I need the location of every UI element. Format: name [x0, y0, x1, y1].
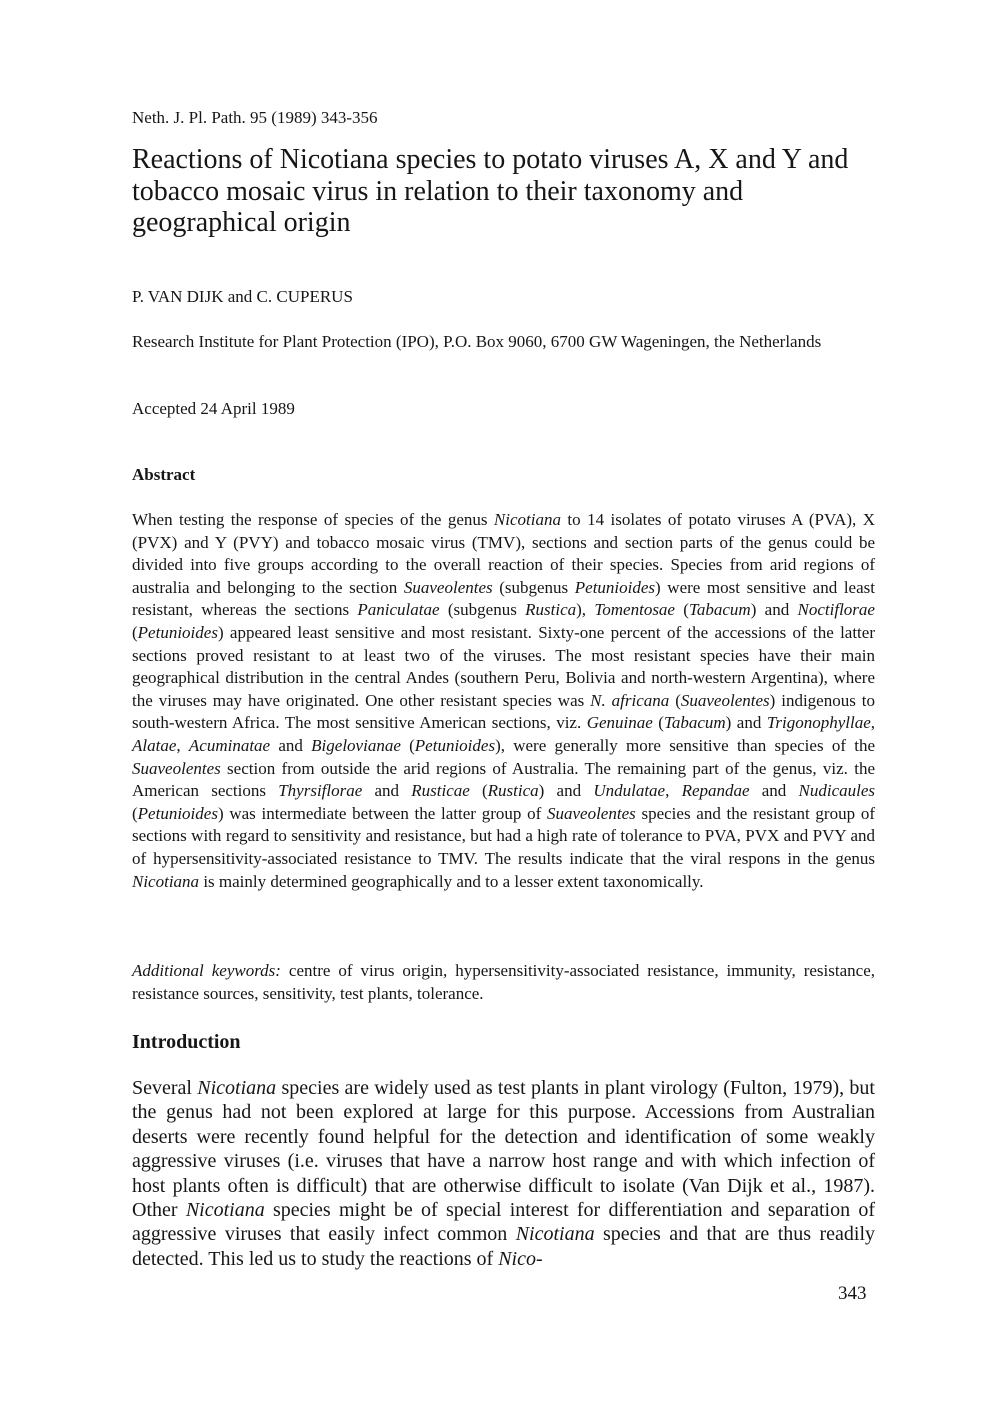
text-run: ) indigenous to south-western Africa. The most sensitive American sections, viz. [132, 690, 875, 733]
accepted-date: Accepted 24 April 1989 [132, 399, 295, 418]
italic-term: Nudicaules [798, 781, 876, 801]
italic-term: Nicotiana [185, 1199, 265, 1222]
author-affiliation: Research Institute for Plant Protection (IPO), P.O. Box 9060, 6700 GW Wageningen, the Netherlands [132, 332, 822, 351]
text-run: species and the resistant group of sections with regard to sensitivity and resistance, but had a high rate of tolerance to PVA, PVX and PVY and of hypersensitivity-associated resistance to TMV. The results indicate that the viral respons in the genus [132, 803, 875, 868]
text-run: ( [400, 735, 415, 755]
italic-term: Petunioides [414, 735, 496, 755]
italic-term: N. africana [590, 690, 670, 710]
italic-term: Suaveolentes [403, 577, 493, 597]
italic-term: Tabacum [663, 713, 726, 733]
text-run: When testing the response of species of the genus [132, 510, 494, 529]
text-run: ), [576, 600, 595, 620]
italic-term: Nicotiana [493, 510, 561, 529]
italic-term: Paniculatae [357, 600, 440, 620]
text-run: ) and [750, 600, 798, 620]
text-run: ) was intermediate between the latter group of [217, 803, 547, 823]
text-run: (subgenus [439, 600, 526, 620]
text-run: Several [132, 1077, 198, 1099]
keywords-text: centre of virus origin, hypersensitivity-associated resistance, immunity, resistance, resistance sources, sensitivity, test plants, tolerance. [132, 961, 875, 1003]
text-run: ( [469, 781, 488, 801]
italic-term: Acuminatae [188, 735, 271, 755]
italic-term: Genuinae [586, 713, 653, 733]
abstract-heading: Abstract [132, 465, 196, 484]
text-run: and [362, 781, 412, 801]
text-run: and [749, 781, 799, 801]
italic-term: Petunioides [574, 577, 656, 597]
introduction-heading: Introduction [132, 1031, 241, 1053]
introduction-body [132, 1076, 875, 1271]
italic-term: Thyrsiflorae [278, 781, 363, 801]
keywords-paragraph [132, 960, 875, 1005]
abstract-body [132, 509, 875, 893]
text-run: and [270, 735, 312, 755]
italic-term: Alatae [132, 735, 177, 755]
text-run: species and that are thus readily detected. This led us to study the reactions of [132, 1223, 875, 1270]
italic-term: Suaveolentes [546, 803, 636, 823]
text-run: species might be of special interest for differentiation and separation of aggressive viruses that easily infect common [132, 1199, 876, 1246]
italic-term: Noctiflorae [797, 600, 875, 620]
text-run: , [176, 735, 189, 755]
text-run: ) and [725, 713, 767, 733]
text-run: ( [132, 803, 138, 823]
page-number: 343 [838, 1283, 867, 1304]
italic-term: Nicotiana [515, 1223, 595, 1246]
italic-term: Petunioides [137, 803, 218, 823]
journal-reference: Neth. J. Pl. Path. 95 (1989) 343-356 [132, 108, 378, 127]
italic-term: Bigelovianae [311, 735, 401, 755]
author-list: P. VAN DIJK and C. CUPERUS [132, 287, 353, 306]
italic-term: Trigonophyllae [766, 713, 871, 733]
italic-term: Rusticae [411, 781, 470, 801]
text-run: ) appeared least sensitive and most resistant. Sixty-one percent of the accessions of the latter sections proved resistant to at least two of the viruses. The most resistant species have their main geographical distribution in the central Andes (southern Peru, Bolivia and north-western Argentina), where the viruses may have originated. One other resistant species was [132, 622, 875, 710]
italic-term: Suaveolentes [680, 690, 770, 710]
italic-term: Rustica [487, 781, 539, 801]
text-run: ( [674, 600, 689, 620]
text-run: to 14 isolates of potato viruses A (PVA), X (PVX) and Y (PVY) and tobacco mosaic virus (TMV), sections and section parts of the genus could be divided into five groups according to the overall reaction of their species. Species from arid regions of australia and belonging to the section [132, 510, 875, 597]
text-run: species are widely used as test plants in plant virology (Fulton, 1979), but the genus had not been explored at large for this purpose. Accessions from Australian deserts were recently found helpful for the detection and identification of some weakly aggressive viruses (i.e. viruses that have a narrow host range and with which infection of host plants often is difficult) that are otherwise difficult to isolate (Van Dijk et al., 1987). Other [132, 1077, 875, 1222]
text-run: (subgenus [492, 577, 575, 597]
text-run: ) were most sensitive and least resistant, whereas the sections [132, 577, 875, 620]
text-run: ( [132, 622, 138, 642]
text-run: section from outside the arid regions of Australia. The remaining part of the genus, viz. the American sections [132, 758, 875, 801]
italic-term: Tomentosae [594, 600, 675, 620]
text-run: is mainly determined geographically and to a lesser extent taxonomically. [199, 871, 704, 891]
italic-term: Repandae [681, 781, 750, 801]
text-run: , [665, 781, 682, 801]
keywords-label: Additional keywords: [132, 961, 281, 980]
italic-term: Petunioides [137, 622, 218, 642]
italic-term: Undulatae [593, 781, 666, 801]
italic-term: Tabacum [688, 600, 751, 620]
text-run: ( [652, 713, 664, 733]
italic-term: Nicotiana [197, 1077, 277, 1099]
italic-term: Rustica [525, 600, 577, 620]
italic-term: Suaveolentes [132, 758, 221, 778]
text-run: ) and [538, 781, 594, 801]
text-run: ( [669, 690, 681, 710]
text-run: , [870, 713, 875, 733]
italic-term: Nico- [498, 1247, 543, 1270]
italic-term: Nicotiana [132, 871, 200, 891]
text-run: ), were generally more sensitive than species of the [495, 735, 875, 755]
article-title: Reactions of Nicotiana species to potato viruses A, X and Y and tobacco mosaic virus in relation to their taxonomy and geographical origin [132, 144, 849, 238]
